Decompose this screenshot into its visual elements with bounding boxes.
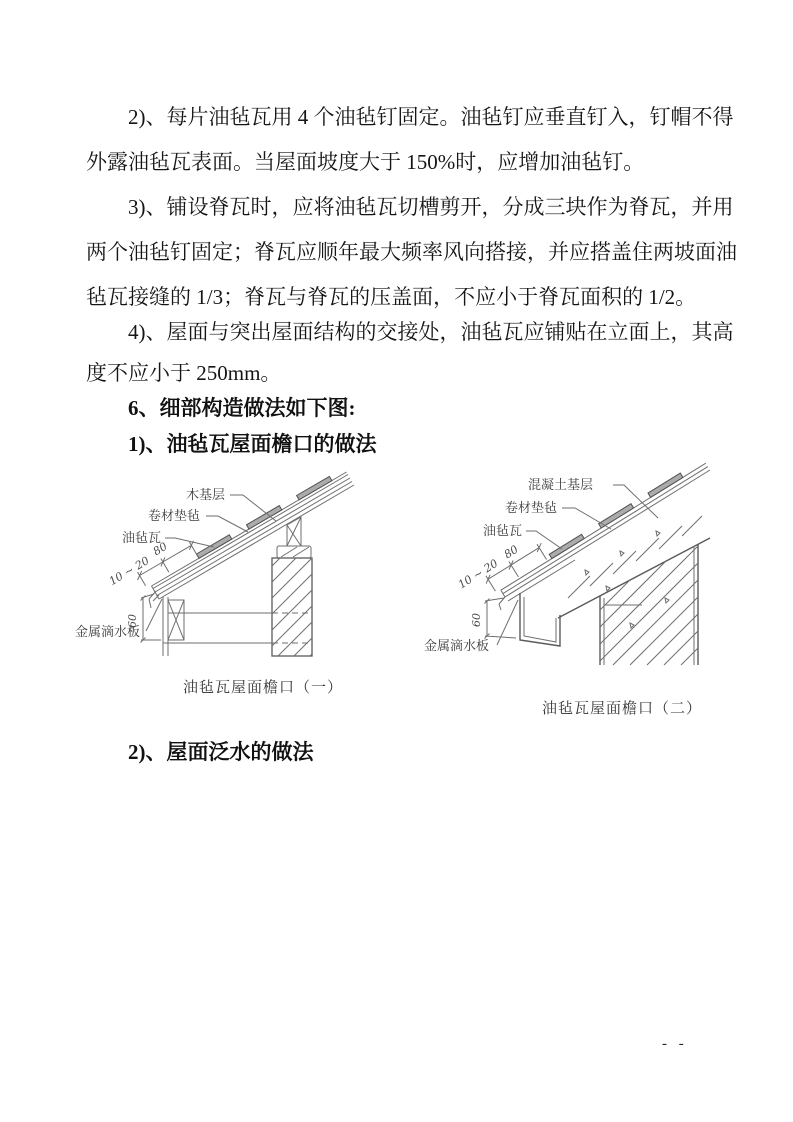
figure-2-caption: 油毡瓦屋面檐口（二） (541, 701, 702, 717)
body-line: 3)、铺设脊瓦时，应将油毡瓦切槽剪开，分成三块作为脊瓦，并用 (128, 195, 734, 219)
masonry-wall (600, 544, 698, 665)
drip-edge (149, 591, 159, 608)
label-asphalt-shingle: 油毡瓦 (483, 523, 523, 538)
heading-section-6: 6、细部构造做法如下图: (128, 396, 356, 420)
dim-80-label: 80 (501, 542, 521, 562)
body-line: 度不应小于 250mm。 (86, 361, 282, 385)
label-wood-base: 木基层 (186, 487, 226, 502)
page-number: - - (662, 1036, 688, 1052)
eave-fascia-and-soffit (163, 597, 312, 656)
heading-sub-1: 1)、油毡瓦屋面檐口的做法 (128, 432, 377, 456)
figure-eave-detail-2 (410, 460, 740, 678)
label-underlay-felt: 卷材垫毡 (505, 500, 558, 515)
body-line: 2)、每片油毡瓦用 4 个油毡钉固定。油毡钉应垂直钉入，钉帽不得 (128, 105, 734, 129)
paragraph-4 (86, 312, 734, 394)
label-underlay-felt: 卷材垫毡 (148, 508, 201, 523)
masonry-wall (272, 558, 312, 656)
heading-sub-2: 2)、屋面泛水的做法 (128, 740, 314, 764)
dim-range-label: 10 ~ 20 (106, 554, 152, 588)
label-concrete-base: 混凝土基层 (528, 477, 594, 492)
figure-eave-detail-1 (55, 468, 365, 680)
gutter-channel (520, 593, 560, 646)
dim-60-label: 60 (470, 613, 483, 627)
roof-layer-lines (152, 472, 355, 599)
body-line: 两个油毡钉固定；脊瓦应顺年最大频率风向搭接，并应搭盖住两坡面油 (86, 240, 737, 264)
dim-80-label: 80 (150, 539, 170, 559)
label-metal-drip-plate: 金属滴水板 (75, 624, 141, 639)
body-line: 毡瓦接缝的 1/3；脊瓦与脊瓦的压盖面，不应小于脊瓦面积的 1/2。 (86, 285, 697, 309)
concrete-slab (558, 516, 710, 618)
dim-range-label: 10 ~ 20 (455, 556, 501, 592)
paragraph-2 (86, 95, 734, 185)
body-line: 4)、屋面与突出屋面结构的交接处，油毡瓦应铺贴在立面上，其高 (128, 320, 734, 344)
dim-60-label: 60 (126, 614, 139, 628)
figure-1-caption: 油毡瓦屋面檐口（一） (182, 680, 343, 696)
paragraph-3 (86, 185, 737, 320)
label-asphalt-shingle: 油毡瓦 (122, 530, 162, 545)
rafter-block (277, 517, 311, 558)
label-metal-drip-plate: 金属滴水板 (424, 638, 490, 653)
body-line: 外露油毡瓦表面。当屋面坡度大于 150%时，应增加油毡钉。 (86, 150, 645, 174)
